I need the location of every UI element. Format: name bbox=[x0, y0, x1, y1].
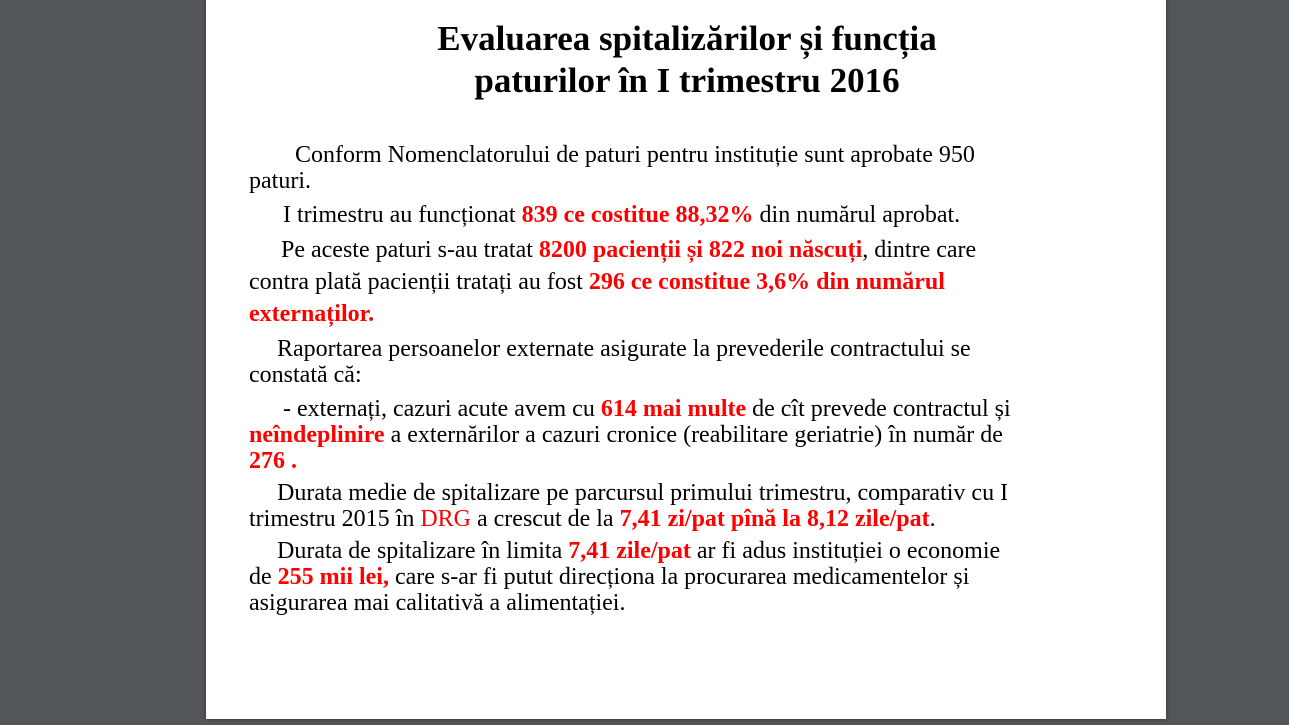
text-line bbox=[249, 202, 1109, 228]
text-run: trimestru 2015 în bbox=[249, 506, 421, 532]
highlight-text: 276 . bbox=[249, 448, 297, 474]
text-run: - externați, cazuri acute avem cu bbox=[283, 396, 601, 422]
highlight-text: DRG bbox=[420, 506, 471, 532]
highlight-text: externaților. bbox=[249, 301, 375, 327]
text-line bbox=[249, 266, 1109, 298]
text-run: de cît prevede contractul și bbox=[746, 396, 1011, 422]
text-run: Pe aceste paturi s-au tratat bbox=[281, 237, 539, 263]
text-run: ar fi adus instituției o economie bbox=[690, 538, 1001, 564]
text-run: a crescut de la bbox=[471, 506, 620, 532]
title-line-2: paturilor în I trimestru 2016 bbox=[474, 61, 900, 100]
page-title bbox=[206, 18, 1168, 102]
highlight-text: 296 ce constitue 3,6% din numărul bbox=[588, 269, 945, 295]
text-line bbox=[249, 234, 1109, 266]
highlight-text: 255 mii lei, bbox=[277, 564, 389, 590]
text-line: Raportarea persoanelor externate asigurate la prevederile contractului se bbox=[277, 336, 971, 362]
paragraph-approved-beds bbox=[249, 142, 1109, 194]
highlight-text: 839 ce costitue 88,32% bbox=[521, 202, 754, 228]
highlight-text: 8200 pacienții și 822 noi născuți bbox=[538, 237, 863, 263]
paragraph-treated-patients bbox=[249, 234, 1109, 330]
paragraph-average-stay bbox=[249, 480, 1109, 532]
highlight-text: 7,41 zi/pat pînă la 8,12 zile/pat bbox=[619, 506, 930, 532]
text-line bbox=[249, 422, 1109, 448]
text-run: care s-ar fi putut direcționa la procurarea medicamentelor și bbox=[388, 564, 970, 590]
text-line bbox=[249, 396, 1109, 422]
text-run: din numărul aprobat. bbox=[753, 202, 961, 228]
text-run: . bbox=[929, 506, 936, 532]
text-line: Conform Nomenclatorului de paturi pentru instituție sunt aprobate 950 bbox=[295, 142, 975, 168]
text-run: a externărilor a cazuri cronice (reabilitare geriatrie) în număr de bbox=[384, 422, 1003, 448]
paragraph-reporting bbox=[249, 336, 1109, 388]
text-run: Durata de spitalizare în limita bbox=[277, 538, 569, 564]
text-run: , dintre care bbox=[862, 237, 977, 263]
document-page bbox=[206, 0, 1166, 719]
highlight-text: neîndeplinire bbox=[249, 422, 385, 448]
text-line: asigurarea mai calitativă a alimentației. bbox=[249, 590, 626, 616]
document-body bbox=[249, 142, 1109, 616]
text-line: Durata medie de spitalizare pe parcursul primului trimestru, comparativ cu I bbox=[277, 480, 1009, 506]
title-line-1: Evaluarea spitalizărilor și funcția bbox=[437, 19, 937, 58]
paragraph-discharged-cases bbox=[249, 396, 1109, 474]
paragraph-economy bbox=[249, 538, 1109, 616]
text-line bbox=[249, 538, 1109, 564]
text-line bbox=[249, 298, 1109, 330]
text-line: paturi. bbox=[249, 168, 311, 194]
text-line: constată că: bbox=[249, 362, 362, 388]
text-line bbox=[249, 506, 1109, 532]
paragraph-functioning-beds bbox=[249, 202, 1109, 228]
highlight-text: 7,41 zile/pat bbox=[568, 538, 691, 564]
text-line bbox=[249, 448, 1109, 474]
text-run: contra plată pacienții tratați au fost bbox=[249, 269, 589, 295]
text-run: de bbox=[249, 564, 278, 590]
text-line bbox=[249, 564, 1109, 590]
highlight-text: 614 mai multe bbox=[600, 396, 747, 422]
text-run: I trimestru au funcționat bbox=[283, 202, 522, 228]
